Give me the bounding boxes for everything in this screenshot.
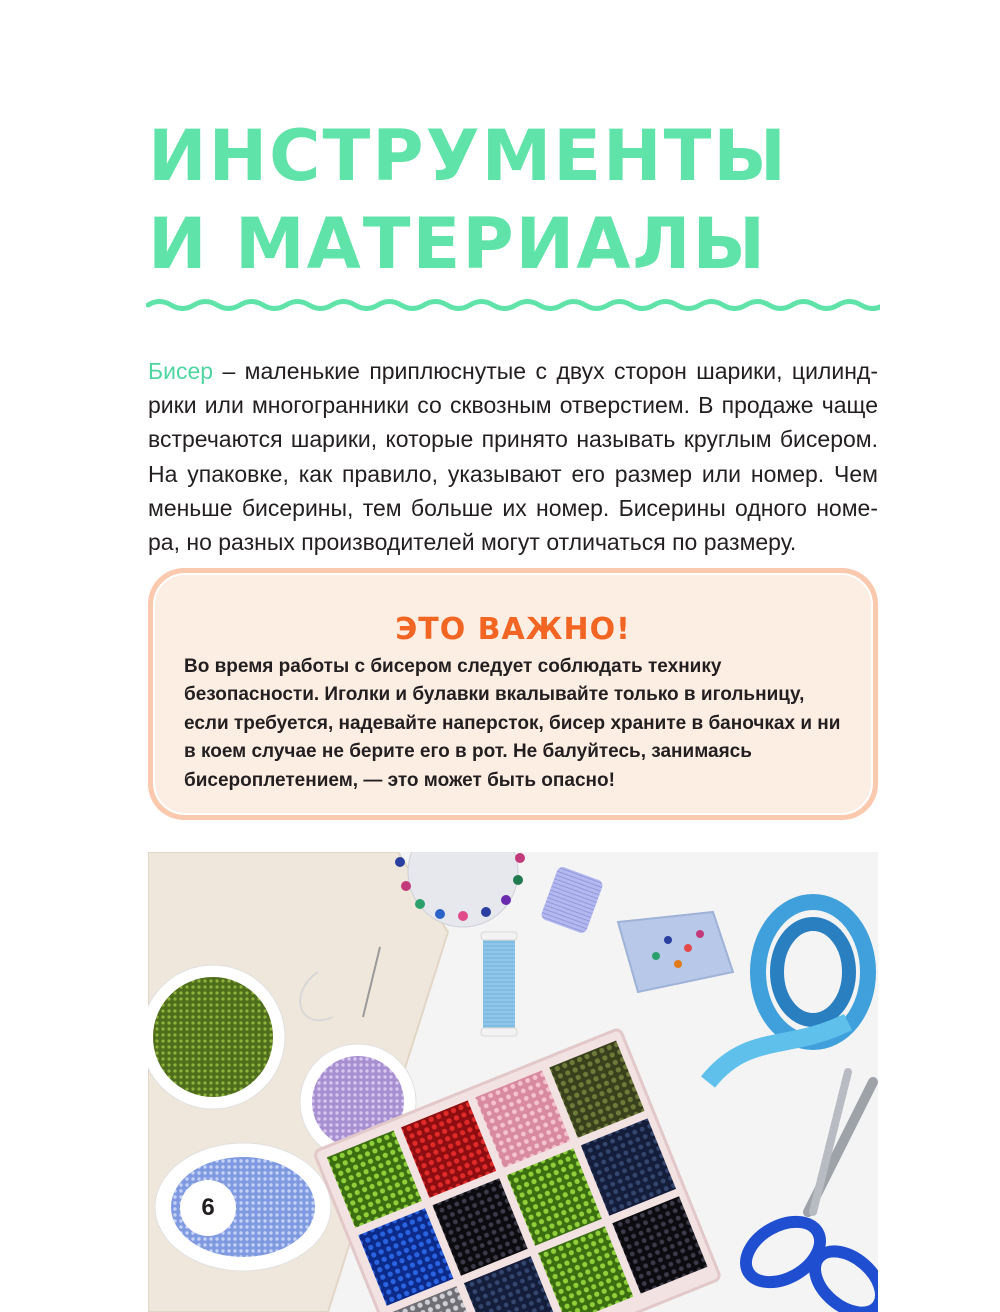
wave-divider <box>146 293 880 317</box>
page-title <box>148 112 788 288</box>
important-note <box>148 568 878 820</box>
page-title-line-1: ИНСТРУМЕНТЫ <box>148 115 788 197</box>
intro-paragraph <box>148 354 878 559</box>
important-note-text: Во время работы с бисером следует соблюдать технику безопасности. Иголки и булавки вкалывайте только в игольницу, если требуется, надевайте наперсток, бисер храните в баночках и ни в коем случае не берите его в рот. Не балуйтесь, занимаясь бисероплетением, — это может быть опасно! <box>184 656 841 791</box>
page-title-line-2: И МАТЕРИАЛЫ <box>148 203 768 285</box>
important-note-title: ЭТО ВАЖНО! <box>395 612 631 647</box>
beads-photo <box>148 852 878 1312</box>
intro-text: – маленькие приплюснутые с двух сторон шарики, цилиндрики или многогранники со сквозным отверстием. В продаже чаще встречаются шарики, которые принято называть круглым бисером. На упаковке, как правило, указывают его размер или номер. Чем меньше бисерины, тем больше их номер. Бисерины одного номера, но разных производителей могут отличаться по размеру. <box>148 358 878 556</box>
page-number: 6 <box>180 1180 236 1236</box>
beads-illustration <box>148 852 878 1312</box>
intro-term: Бисер <box>148 358 214 384</box>
